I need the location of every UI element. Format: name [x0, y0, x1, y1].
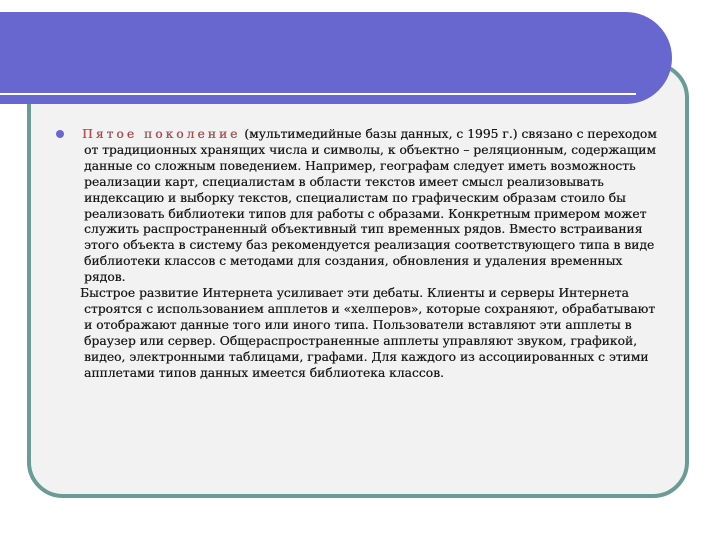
title-underline — [0, 93, 636, 95]
title-band — [0, 12, 672, 104]
paragraph-1 — [64, 127, 664, 286]
paragraph-2: Быстрое развитие Интернета усиливает эти дебаты. Клиенты и серверы Интернета строятся с использованием апплетов и «хелперов», которые сохраняют, обрабатывают и отображают данные того или иного типа. Пользователи вставляют эти апплеты в браузер или сервер. Общераспространенные апплеты управляют звуком, графикой, видео, электронными таблицами, графами. Для каждого из ассоциированных с этими апплетами типов данных имеется библиотека классов. — [80, 286, 656, 380]
paragraph-1-text: (мультимедийные базы данных, с 1995 г.) связано с переходом от традиционных хранящих числа и символы, к объектно – реляционным, содержащим данные со сложным поведением. Например, географам следует иметь возможность реализации карт, специалистам в области текстов имеет смысл реализовывать индексацию и выборку текстов, специалистам по графическим образам стоило бы реализовать библиотеки типов для работы с образами. Конкретным примером может служить распространенный объективный тип временных рядов. Вместо встраивания этого объекта в систему баз рекомендуется реализация соответствующего типа в виде библиотеки классов с методами для создания, обновления и удаления временных рядов. — [84, 127, 657, 285]
bullet-icon — [56, 130, 64, 138]
lead-term: Пятое поколение — [82, 127, 241, 141]
slide-body — [64, 127, 664, 382]
